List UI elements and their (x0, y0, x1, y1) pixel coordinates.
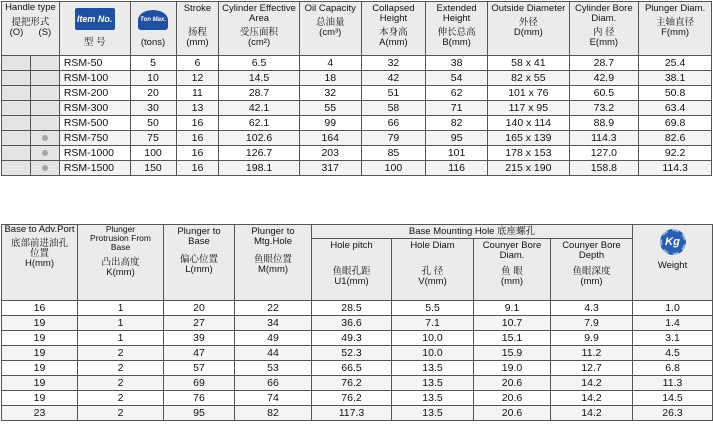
cell-model: RSM-1500 (59, 161, 130, 176)
cell-e: 60.5 (569, 86, 639, 101)
table-row (2, 116, 712, 131)
cell-k: 2 (78, 376, 164, 391)
cell-k: 2 (78, 346, 164, 361)
pitch-zh: 鱼眼孔距 (332, 266, 371, 277)
plunger-zh: 主轴直径 (656, 17, 695, 28)
cell-b: 54 (426, 71, 488, 86)
handle-s-label: (S) (38, 27, 52, 38)
cell-m: 22 (235, 301, 312, 316)
cell-tons: 75 (130, 131, 176, 146)
cell-a: 85 (361, 146, 425, 161)
table-row (2, 71, 712, 86)
cell-tons: 100 (130, 146, 176, 161)
cell-a: 51 (361, 86, 425, 101)
cell-cd: 14.2 (551, 406, 633, 421)
cell-f: 25.4 (639, 56, 712, 71)
collapsed-zh: 本身高 (379, 27, 408, 38)
outside-label: Outside Diameter (491, 3, 566, 14)
cell-cd: 9.9 (551, 331, 633, 346)
item-no-header (59, 2, 130, 56)
table-row (2, 161, 712, 176)
cell-oil: 18 (299, 71, 361, 86)
cbore-unit: (mm) (500, 276, 524, 287)
cell-model: RSM-750 (59, 131, 130, 146)
cell-h: 16 (2, 301, 78, 316)
table-row (2, 361, 713, 376)
stroke-header (176, 2, 219, 56)
weight-header (633, 225, 713, 301)
cdepth-header (551, 239, 633, 301)
cell-e: 114.3 (569, 131, 639, 146)
cell-l: 20 (164, 301, 235, 316)
plunger-mtg-header (235, 225, 312, 301)
cell-v: 13.5 (392, 391, 474, 406)
cell-l: 76 (164, 391, 235, 406)
cell-w: 4.5 (633, 346, 713, 361)
bore-unit: E(mm) (589, 37, 619, 48)
cell-area: 126.7 (219, 146, 299, 161)
cell-u1: 66.5 (312, 361, 392, 376)
cell-h: 19 (2, 376, 78, 391)
extended-unit: B(mm) (442, 37, 471, 48)
cell-m: 53 (235, 361, 312, 376)
cell-o (2, 161, 31, 176)
cell-area: 28.7 (219, 86, 299, 101)
stroke-zh: 扬程 (187, 27, 207, 38)
cell-w: 1.4 (633, 316, 713, 331)
cell-h: 19 (2, 361, 78, 376)
cell-a: 58 (361, 101, 425, 116)
cell-k: 1 (78, 331, 164, 346)
cell-o (2, 86, 31, 101)
handle-type-header (2, 2, 60, 56)
handle-type-label: Handle type (5, 2, 56, 13)
cell-stroke: 13 (176, 101, 219, 116)
cell-f: 82.6 (639, 131, 712, 146)
cell-f: 92.2 (639, 146, 712, 161)
cell-cb: 19.0 (474, 361, 551, 376)
cell-v: 13.5 (392, 361, 474, 376)
cell-f: 38.1 (639, 71, 712, 86)
cell-stroke: 6 (176, 56, 219, 71)
cell-oil: 32 (299, 86, 361, 101)
cell-stroke: 12 (176, 71, 219, 86)
cell-cd: 14.2 (551, 391, 633, 406)
bore-label: Cylinder Bore Diam. (575, 3, 633, 24)
cell-v: 13.5 (392, 406, 474, 421)
cell-cb: 9.1 (474, 301, 551, 316)
table-row (2, 316, 713, 331)
cell-k: 2 (78, 361, 164, 376)
cell-cb: 20.6 (474, 406, 551, 421)
table-row (2, 331, 713, 346)
cell-b: 62 (426, 86, 488, 101)
handle-type-zh: 提把形式 (11, 17, 50, 28)
cell-w: 1.0 (633, 301, 713, 316)
cell-stroke: 16 (176, 146, 219, 161)
cell-oil: 55 (299, 101, 361, 116)
cell-model: RSM-500 (59, 116, 130, 131)
plunger-base-header (164, 225, 235, 301)
cell-f: 69.8 (639, 116, 712, 131)
cell-h: 19 (2, 391, 78, 406)
plunger-base-zh: 偏心位置 (179, 254, 218, 265)
cell-model: RSM-50 (59, 56, 130, 71)
handle-s-dot (42, 135, 48, 141)
cell-m: 34 (235, 316, 312, 331)
oil-label: Oil Capacity (304, 3, 356, 14)
area-zh: 受压面积 (240, 27, 279, 38)
cell-l: 27 (164, 316, 235, 331)
cell-l: 47 (164, 346, 235, 361)
cell-o (2, 101, 31, 116)
cell-oil: 164 (299, 131, 361, 146)
cell-s (30, 101, 59, 116)
cell-k: 2 (78, 406, 164, 421)
collapsed-unit: A(mm) (379, 37, 408, 48)
cell-h: 23 (2, 406, 78, 421)
protrusion-header (78, 225, 164, 301)
bore-zh: 内 径 (593, 27, 615, 38)
cbore-zh: 鱼 眼 (501, 266, 523, 277)
base-adv-zh: 底部前进油孔位置 (10, 238, 68, 259)
cell-m: 66 (235, 376, 312, 391)
protrusion-label: Plunger Protrusion From Base (90, 224, 151, 252)
cell-u1: 52.3 (312, 346, 392, 361)
cell-oil: 203 (299, 146, 361, 161)
mounting-header: Base Mounting Hole 底座螺孔 (312, 225, 633, 239)
cell-model: RSM-100 (59, 71, 130, 86)
hole-diam-header (392, 239, 474, 301)
cell-d: 82 x 55 (488, 71, 569, 86)
bore-header (569, 2, 639, 56)
cell-b: 116 (426, 161, 488, 176)
cell-w: 14.5 (633, 391, 713, 406)
cell-cb: 15.9 (474, 346, 551, 361)
cell-tons: 10 (130, 71, 176, 86)
cell-tons: 150 (130, 161, 176, 176)
cell-k: 1 (78, 316, 164, 331)
cell-model: RSM-1000 (59, 146, 130, 161)
hole-diam-unit: V(mm) (418, 276, 447, 287)
cell-b: 101 (426, 146, 488, 161)
oil-zh: 总油量 (315, 17, 345, 28)
cell-d: 117 x 95 (488, 101, 569, 116)
table-row (2, 346, 713, 361)
handle-s-dot (42, 165, 48, 171)
cell-v: 10.0 (392, 331, 474, 346)
tons-header (130, 2, 176, 56)
cell-v: 13.5 (392, 376, 474, 391)
cell-a: 79 (361, 131, 425, 146)
cell-h: 19 (2, 331, 78, 346)
table-row (2, 376, 713, 391)
extended-label: Extended Height (436, 3, 477, 24)
pitch-header (312, 239, 392, 301)
cell-m: 74 (235, 391, 312, 406)
cell-tons: 30 (130, 101, 176, 116)
handle-o-label: (O) (9, 27, 24, 38)
plunger-label: Plunger Diam. (644, 3, 706, 14)
cell-model: RSM-200 (59, 86, 130, 101)
cdepth-unit: (mm) (580, 276, 603, 287)
protrusion-unit: K(mm) (106, 267, 135, 278)
cell-w: 11.3 (633, 376, 713, 391)
cell-m: 44 (235, 346, 312, 361)
cell-h: 19 (2, 346, 78, 361)
oil-header (299, 2, 361, 56)
cbore-label: Counyer Bore Diam. (482, 240, 542, 261)
cell-b: 38 (426, 56, 488, 71)
cell-e: 28.7 (569, 56, 639, 71)
cell-k: 1 (78, 301, 164, 316)
extended-zh: 伸长总高 (437, 27, 476, 38)
cell-w: 26.3 (633, 406, 713, 421)
cell-e: 88.9 (569, 116, 639, 131)
cell-s (30, 131, 59, 146)
cell-b: 82 (426, 116, 488, 131)
cell-s (30, 71, 59, 86)
item-no-icon: Item No. (75, 8, 115, 30)
cell-u1: 49.3 (312, 331, 392, 346)
plunger-base-label: Plunger to Base (177, 226, 221, 247)
cell-cd: 14.2 (551, 376, 633, 391)
hole-diam-zh: 孔 径 (421, 266, 444, 277)
cell-d: 58 x 41 (488, 56, 569, 71)
cell-s (30, 161, 59, 176)
cell-d: 140 x 114 (488, 116, 569, 131)
table-row (2, 101, 712, 116)
cell-d: 178 x 153 (488, 146, 569, 161)
cell-area: 6.5 (219, 56, 299, 71)
cell-u1: 36.6 (312, 316, 392, 331)
cell-f: 63.4 (639, 101, 712, 116)
cell-o (2, 146, 31, 161)
table-row (2, 301, 713, 316)
cell-oil: 4 (299, 56, 361, 71)
cell-s (30, 86, 59, 101)
cell-oil: 317 (299, 161, 361, 176)
cell-a: 42 (361, 71, 425, 86)
handle-s-dot (42, 150, 48, 156)
cell-v: 7.1 (392, 316, 474, 331)
cell-m: 49 (235, 331, 312, 346)
plunger-mtg-zh: 鱼眼位置 (253, 254, 292, 265)
cdepth-zh: 鱼眼深度 (572, 266, 611, 277)
cell-a: 32 (361, 56, 425, 71)
cell-e: 127.0 (569, 146, 639, 161)
cell-s (30, 56, 59, 71)
outside-zh: 外径 (518, 17, 538, 28)
cell-o (2, 56, 31, 71)
cell-l: 95 (164, 406, 235, 421)
outside-unit: D(mm) (513, 27, 543, 38)
cell-a: 66 (361, 116, 425, 131)
cell-s (30, 116, 59, 131)
cell-stroke: 16 (176, 161, 219, 176)
model-zh: 型 号 (83, 37, 106, 48)
cell-m: 82 (235, 406, 312, 421)
ton-max-icon: Ton Max. (138, 10, 168, 30)
table-row (2, 86, 712, 101)
cell-d: 215 x 190 (488, 161, 569, 176)
cell-h: 19 (2, 316, 78, 331)
cell-model: RSM-300 (59, 101, 130, 116)
cell-tons: 5 (130, 56, 176, 71)
cell-tons: 50 (130, 116, 176, 131)
cell-f: 114.3 (639, 161, 712, 176)
cell-b: 71 (426, 101, 488, 116)
cell-o (2, 71, 31, 86)
cell-l: 69 (164, 376, 235, 391)
cell-f: 50.8 (639, 86, 712, 101)
cell-tons: 20 (130, 86, 176, 101)
cbore-header (474, 239, 551, 301)
cell-d: 165 x 139 (488, 131, 569, 146)
cell-l: 39 (164, 331, 235, 346)
table-row (2, 146, 712, 161)
cell-area: 42.1 (219, 101, 299, 116)
cell-l: 57 (164, 361, 235, 376)
cell-s (30, 146, 59, 161)
cdepth-label: Counyer Bore Depth (562, 240, 621, 261)
cell-w: 3.1 (633, 331, 713, 346)
stroke-unit: (mm) (186, 37, 209, 48)
table-row (2, 391, 713, 406)
cell-d: 101 x 76 (488, 86, 569, 101)
cell-oil: 99 (299, 116, 361, 131)
cell-stroke: 16 (176, 131, 219, 146)
area-header (219, 2, 299, 56)
base-adv-unit: H(mm) (24, 258, 54, 269)
plunger-mtg-label: Plunger to Mtg.Hole (251, 226, 295, 247)
protrusion-zh: 凸出高度 (101, 257, 140, 268)
collapsed-label: Collapsed Height (372, 3, 415, 24)
cell-u1: 117.3 (312, 406, 392, 421)
collapsed-header (361, 2, 425, 56)
cell-area: 198.1 (219, 161, 299, 176)
cell-stroke: 11 (176, 86, 219, 101)
cell-area: 14.5 (219, 71, 299, 86)
cell-cd: 7.9 (551, 316, 633, 331)
tons-unit: (tons) (140, 37, 166, 48)
cell-o (2, 116, 31, 131)
cell-u1: 76.2 (312, 376, 392, 391)
cell-u1: 76.2 (312, 391, 392, 406)
cell-cb: 20.6 (474, 391, 551, 406)
kg-icon: Kg (660, 229, 686, 255)
pitch-label: Hole pitch (330, 240, 373, 251)
plunger-header (639, 2, 712, 56)
cell-b: 95 (426, 131, 488, 146)
plunger-unit: F(mm) (661, 27, 690, 38)
cell-cd: 12.7 (551, 361, 633, 376)
cell-u1: 28.5 (312, 301, 392, 316)
table-row (2, 131, 712, 146)
cell-cd: 4.3 (551, 301, 633, 316)
cell-cd: 11.2 (551, 346, 633, 361)
plunger-base-unit: L(mm) (185, 264, 213, 275)
cell-stroke: 16 (176, 116, 219, 131)
weight-label: Weight (657, 260, 688, 271)
table-row (2, 56, 712, 71)
cell-e: 158.8 (569, 161, 639, 176)
cell-w: 6.8 (633, 361, 713, 376)
cell-cb: 10.7 (474, 316, 551, 331)
oil-unit: (cm³) (319, 27, 342, 38)
spec-table-1 (1, 1, 712, 176)
cell-e: 42.9 (569, 71, 639, 86)
base-adv-label: Base to Adv.Port (4, 224, 75, 235)
area-unit: (cm²) (247, 37, 271, 48)
cell-k: 2 (78, 391, 164, 406)
pitch-unit: U1(mm) (334, 276, 369, 287)
extended-header (426, 2, 488, 56)
base-adv-header (2, 225, 78, 301)
table-row (2, 406, 713, 421)
cell-v: 10.0 (392, 346, 474, 361)
outside-header (488, 2, 569, 56)
plunger-mtg-unit: M(mm) (257, 264, 289, 275)
cell-area: 62.1 (219, 116, 299, 131)
cell-e: 73.2 (569, 101, 639, 116)
cell-cb: 15.1 (474, 331, 551, 346)
cell-area: 102.6 (219, 131, 299, 146)
cell-a: 100 (361, 161, 425, 176)
cell-v: 5.5 (392, 301, 474, 316)
hole-diam-label: Hole Diam (410, 240, 455, 251)
stroke-label: Stroke (183, 3, 212, 14)
cell-cb: 20.6 (474, 376, 551, 391)
cell-o (2, 131, 31, 146)
spec-table-2 (1, 224, 713, 421)
area-label: Cylinder Effective Area (222, 3, 296, 24)
